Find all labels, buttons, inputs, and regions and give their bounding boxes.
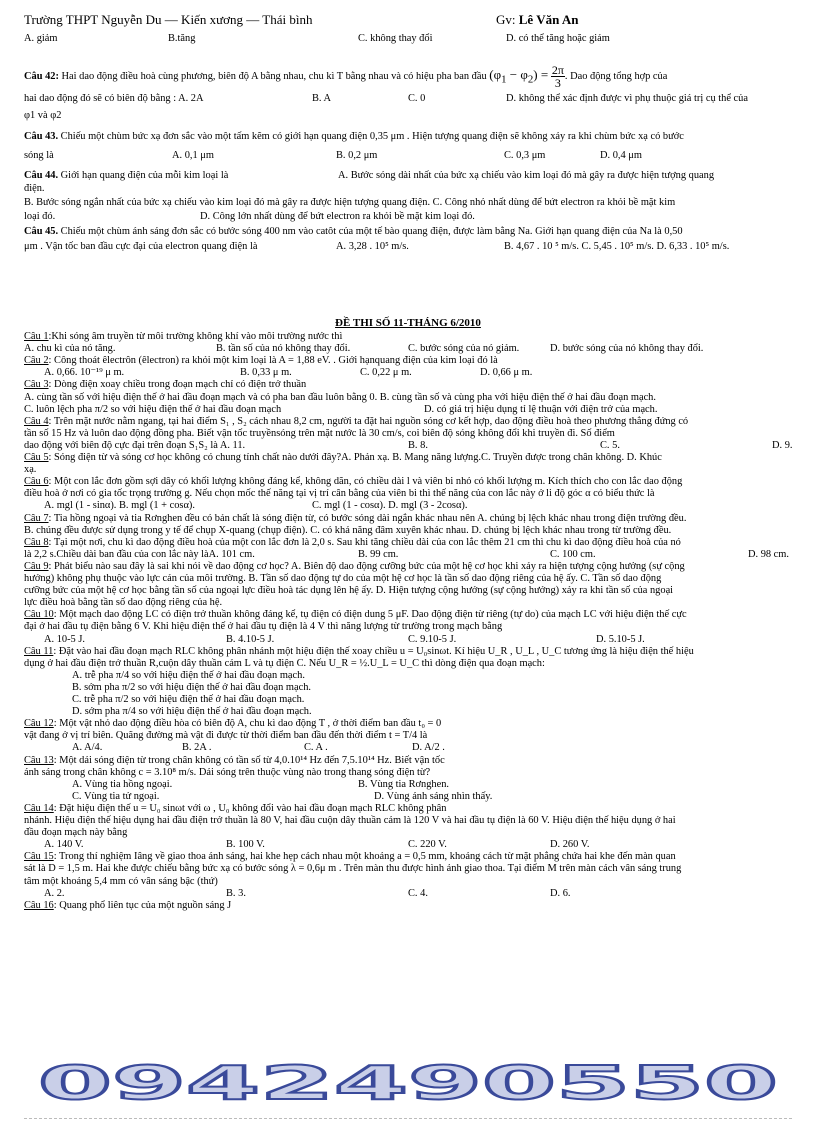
line-text: : Một con lắc đơn gồm sợi dây có khối lượng không đáng kể, không dãn, có chiều dài l và viên bi nhỏ có khối lượng m. Kích thích cho con lắc dao động <box>48 476 683 488</box>
answer-option: C. mgl (1 - cosα). D. mgl (3 - 2cosα). <box>312 500 468 512</box>
line-text: đại ở hai đầu tụ điện bằng 6 V. Khi hiệu điện thế ở hai đầu tụ điện là 4 V thì năng lượng từ trường trong mạch bằng <box>24 621 503 633</box>
q44-line1 <box>24 170 228 181</box>
q42-formula-minus: − φ <box>506 66 528 82</box>
line-text: dụng ở hai đầu điện trở thuần R,cuộn dây thuần cảm L và tụ điện C. Nếu U_R = ½.U_L = U_C thì dòng điện qua đoạn mạch: <box>24 657 545 669</box>
q45-text: Chiếu một chùm ánh sáng đơn sắc có bước sóng 400 nm vào catôt của một tế bào quang điện, được làm bằng Na. Giới hạn quang điện của Na là 0,50 <box>58 226 683 237</box>
line-text: : Tại một nơi, chu kì dao động điều hoà của một con lắc đơn là 2,0 s. Sau khi tăng chiều dài của con lắc thêm 21 cm thì chu kì dao động điều hoà của nó <box>48 536 681 548</box>
line-text: nhánh. Hiệu điện thế hiệu dụng hai đầu điện trở thuần là 80 V, hai đầu cuộn dây thuần cảm là 120 V và hai đầu tụ điện là 60 V. Hiệu điện thế hiệu dụng ở hai <box>24 815 676 826</box>
q42-text: Hai dao động điều hoà cùng phương, biên độ A bằng nhau, chu kì T bằng nhau và có hiệu pha ban đầu <box>58 70 490 82</box>
phone-number: 0942490550 <box>38 1060 779 1104</box>
answer-option: C. 4. <box>408 887 428 899</box>
question-line <box>24 331 342 342</box>
answer-option: C. Vùng tia tử ngoại. <box>72 790 160 802</box>
answer-option: C. 220 V. <box>408 839 447 851</box>
q42-line1 <box>24 64 667 89</box>
line-text: xạ. <box>24 464 37 476</box>
q43-text: Chiếu một chùm bức xạ đơn sắc vào một tấm kẽm có giới hạn quang điện 0,35 μm . Hiện tượng quang điện sẽ không xảy ra khi chùm bức xạ có bước <box>58 131 684 142</box>
answer-option: C. bước sóng của nó giảm. <box>408 343 520 355</box>
line-text: : Trong thí nghiệm Iâng về giao thoa ánh sáng, hai khe hẹp cách nhau một khoảng a = 0,5 mm, khoảng cách từ mặt phẳng chứa hai khe đến màn quan <box>53 851 676 863</box>
q42-line2: hai dao động đó sẽ có biên độ bằng : A. 2A <box>24 93 204 104</box>
line-text: A. cùng tần số với hiệu điện thế ở hai đầu đoạn mạch và có pha ban đầu luôn bằng 0. B. cùng tần số và cùng pha với hiệu điện thế ở hai đầu đoạn mạch. <box>24 391 656 403</box>
question-label: Câu 13 <box>24 754 54 766</box>
q42-formula-sub1: 1 <box>501 73 507 86</box>
line-text: : Một mạch dao động LC có điện trở thuần không đáng kể, tụ điện có điện dung 5 μF. Dao động điện từ riêng (tự do) của mạch LC với hiệu điện thế cực <box>53 609 687 621</box>
question-label: Câu 15 <box>24 851 54 863</box>
q45-options-bcd: B. 4,67 . 10 ⁵ m/s. C. 5,45 . 10⁵ m/s. D. 6,33 . 10⁵ m/s. <box>504 241 730 252</box>
answer-option: D. Vùng ánh sáng nhìn thấy. <box>374 790 493 802</box>
answer-option: A. mgl (1 - sinα). B. mgl (1 + cosα). <box>44 500 195 512</box>
question-line <box>24 609 687 620</box>
answer-option: B. 4.10-5 J. <box>226 633 275 645</box>
answer-option: C. trễ pha π/2 so với hiệu điện thế ở hai đầu đoạn mạch. <box>72 694 305 705</box>
q44-label: Câu 44. <box>24 170 59 181</box>
line-text: hưởng) không phụ thuộc vào lực cản của môi trường. B. Tần số dao động tự do của một hệ cơ học là tần số dao động riêng của hệ ấy. C. Tần số dao động <box>24 573 662 584</box>
question-label: Câu 3 <box>24 379 49 391</box>
line-text: : Dòng điện xoay chiều trong đoạn mạch chỉ có điện trở thuần <box>48 379 307 391</box>
answer-option: B. 3. <box>226 887 246 899</box>
text-line <box>24 428 615 439</box>
line-text: tần số 15 Hz và luôn dao động đồng pha. Biết vận tốc truyềnsóng trên mặt nước là 30 cm/s, coi biên độ sóng không đổi khi truyền đi. Số điểm <box>24 427 615 439</box>
line-text: : Đặt hiệu điện thế u = U₀ sinωt với ω , U₀ không đổi vào hai đầu đoạn mạch RLC không phân <box>53 802 447 814</box>
q42-option-d: D. không thể xác định được vì phụ thuộc giá trị cụ thể của <box>506 93 748 104</box>
question-label: Câu 6 <box>24 476 49 488</box>
answer-option: A. 0,66. 10⁻¹⁹ μ m. <box>44 367 125 379</box>
question-label: Câu 7 <box>24 512 49 524</box>
answer-option: D. có giá trị hiệu dụng tỉ lệ thuận với điện trở của mạch. <box>424 403 658 415</box>
answer-option: A. 2. <box>44 887 65 899</box>
question-line <box>24 452 662 463</box>
answer-option: D. 0,66 μ m. <box>480 367 533 379</box>
line-text: vật đang ở vị trí biên. Quãng đường mà vật đi được từ thời điểm ban đầu đến thời điểm t = T/4 là <box>24 730 428 742</box>
teacher-line <box>496 14 578 25</box>
answer-option: B. 0,33 μ m. <box>240 367 292 379</box>
question-line <box>24 379 306 390</box>
q42-formula-left: (φ <box>489 66 502 82</box>
teacher-prefix: Gv: <box>496 12 519 27</box>
prev-option-a: A. giảm <box>24 33 58 44</box>
q42-fraction <box>551 64 565 89</box>
line-text: B. chúng đều được sử dụng trong y tế để chụp X-quang (chụp điện). C. có khả năng đâm xuyên khác nhau. D. chúng bị lệch khác nhau trong từ trường đều. <box>24 524 672 536</box>
q43-option-b: B. 0,2 μm <box>336 150 378 161</box>
question-line <box>24 646 694 657</box>
school-name: Trường THPT Nguyễn Du — Kiến xương — Thái bình <box>24 12 313 27</box>
line-text: : Công thoát êlectrôn (êlectron) ra khỏi một kim loại là A = 1,88 eV. . Giới hạnquang điện của kim loại đó là <box>48 355 498 367</box>
q42-formula-right: ) = <box>533 66 549 82</box>
line-text: :Khi sóng âm truyền từ môi trường không khí vào môi trường nước thì <box>48 331 343 342</box>
q42-text2: . Dao động tổng hợp của <box>564 70 668 82</box>
prev-option-b: B.tăng <box>168 33 196 44</box>
q43-label: Câu 43. <box>24 131 59 142</box>
q42-formula-sub2: 2 <box>527 73 534 86</box>
line-text: tâm một khoảng 5,4 mm có vân sáng bậc (thứ) <box>24 875 218 887</box>
question-label: Câu 14 <box>24 802 54 814</box>
answer-option: C. 9.10-5 J. <box>408 633 457 645</box>
line-text: : Quang phổ liên tục của một nguồn sáng J <box>53 899 232 911</box>
question-label: Câu 1 <box>24 331 49 342</box>
question-label: Câu 16 <box>24 899 54 911</box>
line-text: : Sóng điện từ và sóng cơ học không có chung tính chất nào dưới đây?A. Phản xạ. B. Mang năng lượng.C. Truyền được trong chân không. D. Khúc <box>48 452 662 463</box>
question-line <box>24 416 688 427</box>
question-line <box>24 900 231 911</box>
question-label: Câu 11 <box>24 645 54 657</box>
question-line <box>24 718 441 729</box>
line-text: : Một vật nhỏ dao động điều hòa có biên độ A, chu kì dao động T , ở thời điểm ban đầu t₀ = 0 <box>53 718 442 730</box>
line-text: sát là D = 1,5 m. Hai khe được chiếu bằng bức xạ có bước sóng λ = 0,6μ m . Trên màn thu được hình ảnh giao thoa. Tại điểm M trên màn cách vân sáng trung <box>24 863 682 875</box>
question-line <box>24 803 446 814</box>
phone-watermark <box>28 1060 788 1104</box>
line-text: : Một dải sóng điện từ trong chân không có tần số từ 4,0.10¹⁴ Hz đến 7,5.10¹⁴ Hz. Biết vận tốc <box>53 754 445 766</box>
q44-line2: điện. <box>24 183 45 194</box>
answer-option: A. A/4. <box>72 742 103 754</box>
answer-option: A. chu kì của nó tăng. <box>24 343 116 355</box>
question-label: Câu 9 <box>24 560 49 572</box>
question-label: Câu 2 <box>24 355 49 367</box>
line-text: đầu đoạn mạch này bằng <box>24 827 128 839</box>
line-text: lực điều hoà bằng tần số dao động riêng của hệ. <box>24 597 223 609</box>
answer-option: A. Vùng tia hồng ngoại. <box>72 778 173 790</box>
text-line <box>24 658 545 669</box>
q45-line2: μm . Vận tốc ban đầu cực đại của electron quang điện là <box>24 241 258 252</box>
answer-option: B. 8. <box>408 439 428 451</box>
q45-option-a: A. 3,28 . 10⁵ m/s. <box>336 241 409 252</box>
q42-frac-den: 3 <box>554 76 561 90</box>
exam-title: ĐỀ THI SỐ 11-THÁNG 6/2010 <box>335 317 481 329</box>
q44-option-a: A. Bước sóng dài nhất của bức xạ chiếu vào kim loại đó mà gây ra được hiện tượng quang <box>338 170 715 181</box>
answer-option: C. 5. <box>600 439 620 451</box>
question-label: Câu 10 <box>24 609 54 621</box>
q44-text: Giới hạn quang điện của mỗi kim loại là <box>58 170 229 181</box>
answer-option: A. 140 V. <box>44 839 84 851</box>
answer-option: B. tần số của nó không thay đổi. <box>216 343 351 355</box>
answer-option: A. trễ pha π/4 so với hiệu điện thế ở hai đầu đoạn mạch. <box>72 669 305 681</box>
q43-line1 <box>24 131 684 142</box>
answer-option: B. 2A . <box>182 742 212 754</box>
q42-option-c: C. 0 <box>408 93 426 104</box>
answer-option: B. 100 V. <box>226 839 265 851</box>
q43-option-c: C. 0,3 μm <box>504 150 546 161</box>
line-text: ánh sáng trong chân không c = 3.10⁸ m/s. Dải sóng trên thuộc vùng nào trong thang sóng điện từ? <box>24 766 431 778</box>
text-line <box>24 827 127 838</box>
answer-option: D. 260 V. <box>550 839 590 851</box>
text-line <box>24 573 661 584</box>
answer-option: B. Vùng tia Rơnghen. <box>358 778 450 790</box>
answer-option: D. bước sóng của nó không thay đổi. <box>550 343 704 355</box>
question-line <box>24 355 498 366</box>
question-label: Câu 12 <box>24 718 54 730</box>
q42-formula <box>489 66 549 86</box>
answer-option: C. 100 cm. <box>550 548 596 560</box>
text-line <box>24 464 36 475</box>
text-line <box>24 597 222 608</box>
answer-option: D. 6. <box>550 887 571 899</box>
answer-option: A. 10-5 J. <box>44 633 85 645</box>
answer-option: C. 0,22 μ m. <box>360 367 412 379</box>
text-line <box>24 525 671 536</box>
text-line <box>24 815 676 826</box>
q44-line4a: loại đó. <box>24 211 56 222</box>
line-text: : Tia hồng ngoại và tia Rơnghen đều có bản chất là sóng điện từ, có bước sóng dài ngắn khác nhau nên A. chúng bị lệch khác nhau trong điện trường đều. <box>48 512 687 524</box>
question-line <box>24 476 682 487</box>
answer-option: D. 98 cm. <box>748 548 789 560</box>
text-line <box>24 392 656 403</box>
answer-option: C. A . <box>304 742 328 754</box>
teacher-name: Lê Văn An <box>518 12 579 27</box>
line-text: cưỡng bức của một hệ cơ học bằng tần số của ngoại lực điều hoà tác dụng lên hệ ấy. D. Hiện tượng cộng hưởng (sự cộng hưởng) xảy ra khi tần số của ngoại <box>24 585 674 597</box>
text-line <box>24 621 502 632</box>
question-line <box>24 561 685 572</box>
answer-option: D. 9. <box>772 439 793 451</box>
question-line <box>24 851 676 862</box>
text-line <box>24 767 430 778</box>
footer-divider <box>24 1118 792 1119</box>
question-line <box>24 755 445 766</box>
q43-line2: sóng là <box>24 150 54 161</box>
answer-option: là 2,2 s.Chiều dài ban đầu của con lắc này làA. 101 cm. <box>24 548 255 560</box>
q45-line1 <box>24 226 683 237</box>
text-line <box>24 730 427 741</box>
question-line <box>24 513 686 524</box>
question-label: Câu 5 <box>24 452 49 463</box>
line-text: điều hoà ở nơi có gia tốc trọng trường g. Nếu chọn mốc thế năng tại vị trí cân bằng của viên bi thì thế năng của con lắc này ở li độ góc α có biểu thức là <box>24 488 655 500</box>
q45-label: Câu 45. <box>24 226 59 237</box>
q42-frac-num: 2π <box>551 63 564 77</box>
line-text: : Phát biểu nào sau đây là sai khi nói về dao động cơ học? A. Biên độ dao động cưỡng bức của một hệ cơ học khi xảy ra hiện tượng cộng hưởng (sự cộng <box>48 560 685 572</box>
answer-option: dao động với biên độ cực đại trên đoạn S₁S₂ là A. 11. <box>24 439 246 451</box>
q44-line3: B. Bước sóng ngắn nhất của bức xạ chiếu vào kim loại đó mà gây ra được hiện tượng quang điện. C. Công nhỏ nhất dùng để bứt electron ra khỏi bề mặt kim <box>24 197 676 208</box>
answer-option: B. 99 cm. <box>358 548 399 560</box>
line-text: : Đặt vào hai đầu đoạn mạch RLC không phân nhánh một hiệu điện thế xoay chiều u = U₀sinωt. Kí hiệu U_R , U_L , U_C tương ứng là hiệu điện thế hiệu <box>53 645 694 657</box>
question-line <box>24 537 681 548</box>
answer-option: C. luôn lệch pha π/2 so với hiệu điện thế ở hai đầu đoạn mạch <box>24 403 282 415</box>
q42-line3: φ1 và φ2 <box>24 110 62 121</box>
q43-option-d: D. 0,4 μm <box>600 150 642 161</box>
answer-option: B. sớm pha π/2 so với hiệu điện thế ở hai đầu đoạn mạch. <box>72 681 312 693</box>
answer-option: D. 5.10-5 J. <box>596 633 645 645</box>
text-line <box>24 876 218 887</box>
prev-option-d: D. có thể tăng hoặc giảm <box>506 33 610 44</box>
q44-option-d: D. Công lớn nhất dùng để bứt electron ra khỏi bề mặt kim loại đó. <box>200 211 475 222</box>
answer-option: D. A/2 . <box>412 742 445 754</box>
text-line <box>24 585 673 596</box>
line-text: : Trên mặt nước nằm ngang, tại hai điểm S₁ , S₂ cách nhau 8,2 cm, người ta đặt hai nguồn sóng cơ kết hợp, dao động điều hoà theo phương thẳng đứng có <box>48 415 689 427</box>
q43-option-a: A. 0,1 μm <box>172 150 214 161</box>
q42-label: Câu 42: <box>24 70 59 82</box>
prev-option-c: C. không thay đổi <box>358 33 433 44</box>
question-label: Câu 8 <box>24 536 49 548</box>
q42-option-b: B. A <box>312 93 332 104</box>
question-label: Câu 4 <box>24 415 49 427</box>
answer-option: D. sớm pha π/4 so với hiệu điện thế ở hai đầu đoạn mạch. <box>72 706 312 718</box>
text-line <box>24 488 654 499</box>
text-line <box>24 863 681 874</box>
